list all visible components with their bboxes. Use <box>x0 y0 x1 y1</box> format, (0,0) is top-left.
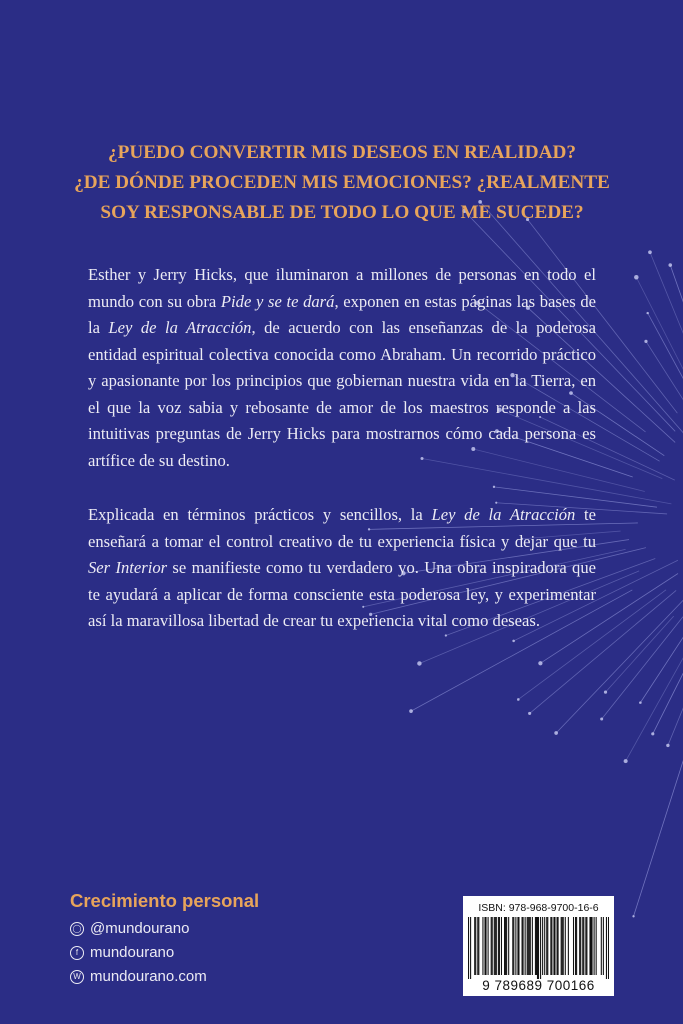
light-ray-dot <box>666 744 669 747</box>
barcode-bar <box>606 917 607 979</box>
barcode-bar <box>583 917 584 975</box>
description-paragraph-2 <box>88 502 596 635</box>
barcode-bar <box>491 917 492 975</box>
light-ray-dot <box>624 759 628 763</box>
category-label: Crecimiento personal <box>70 890 260 911</box>
barcode-bar <box>579 917 580 975</box>
headline-line-2: ¿DE DÓNDE PROCEDEN MIS EMOCIONES? ¿REALMENTE <box>74 172 610 193</box>
barcode-bar <box>498 917 499 975</box>
term-ley-de-la-atraccion-2: Ley de la Atracción <box>431 505 576 524</box>
barcode-bar <box>561 917 562 975</box>
term-ser-interior: Ser Interior <box>88 558 168 577</box>
barcode-bar <box>563 917 564 975</box>
instagram-handle <box>70 920 189 937</box>
headline-line-3: SOY RESPONSABLE DE TODO LO QUE ME SUCEDE? <box>100 202 584 223</box>
barcode-bar <box>512 917 513 975</box>
barcode-bar <box>586 917 587 975</box>
barcode-bar <box>496 917 497 975</box>
paragraph2-text-1: Explicada en términos prácticos y sencillos, la <box>88 505 432 524</box>
instagram-text: @mundourano <box>90 920 190 937</box>
light-ray-dot <box>445 634 447 636</box>
barcode-bar <box>484 917 485 975</box>
barcode-bar <box>544 917 545 975</box>
barcode-bar <box>505 917 506 975</box>
light-ray-dot <box>493 486 495 488</box>
light-ray-dot <box>604 691 607 694</box>
headline-questions <box>62 138 622 228</box>
light-ray <box>648 313 683 406</box>
barcode-bar <box>575 917 576 975</box>
barcode-bar <box>488 917 489 975</box>
barcode-bar <box>542 917 543 975</box>
barcode-bar <box>468 917 469 979</box>
barcode-bar <box>470 917 471 979</box>
isbn-label: ISBN: 978-968-9700-16-6 <box>478 902 599 914</box>
description-paragraph-1 <box>88 262 596 474</box>
barcode-bar <box>592 917 593 975</box>
barcode-bar <box>477 917 478 975</box>
light-ray <box>640 613 683 703</box>
paragraph2-text-2: te enseñará a tomar el control creativo de tu experiencia física y dejar que tu <box>88 505 597 551</box>
paragraph1-text-2: , exponen en estas páginas las bases de la <box>88 291 597 337</box>
light-ray <box>650 252 683 435</box>
barcode-bar <box>474 917 475 975</box>
barcode-bar <box>540 917 541 979</box>
barcode-bar <box>565 917 566 975</box>
barcode-bar <box>582 917 583 975</box>
light-ray-dot <box>538 661 542 665</box>
barcode-bar <box>568 917 569 975</box>
barcode-bar <box>573 917 574 975</box>
barcode-bar <box>522 917 523 975</box>
book-title-pide-y-se-te-dara: Pide y se te dará <box>220 291 335 311</box>
light-ray-dot <box>651 732 654 735</box>
barcode-bar <box>547 917 548 975</box>
barcode-bar <box>558 917 559 975</box>
barcode-bar <box>585 917 586 975</box>
barcode-bar <box>517 917 518 975</box>
barcode-bar <box>594 917 595 975</box>
facebook-icon: f <box>70 946 84 960</box>
light-ray-dot <box>512 640 515 643</box>
barcode-bar <box>495 917 496 975</box>
barcode-bar <box>537 917 538 979</box>
barcode-bar <box>557 917 558 975</box>
barcode-icon <box>468 917 609 979</box>
barcode-bar <box>525 917 526 975</box>
barcode-bar <box>589 917 590 975</box>
paragraph1-text-1: Esther y Jerry Hicks, que iluminaron a millones de personas en todo el mundo con su obra <box>88 265 596 311</box>
light-ray-dot <box>554 731 558 735</box>
barcode-bar <box>529 917 530 975</box>
light-ray-dot <box>417 661 421 665</box>
light-ray-dot <box>632 915 634 917</box>
barcode-bar <box>475 917 476 975</box>
barcode-bar <box>528 917 529 975</box>
barcode-bar <box>506 917 507 975</box>
barcode-bar <box>576 917 577 975</box>
barcode-bar <box>532 917 533 975</box>
barcode-bar <box>485 917 486 975</box>
light-ray <box>653 616 683 734</box>
facebook-handle <box>70 944 174 961</box>
website-text: mundourano.com <box>90 968 207 985</box>
light-ray-dot <box>648 250 652 254</box>
barcode-bar <box>553 917 554 975</box>
light-ray <box>668 656 683 745</box>
barcode-bar <box>535 917 536 975</box>
isbn-barcode-box <box>463 896 614 996</box>
website-link <box>70 968 207 985</box>
light-ray-dot <box>600 717 603 720</box>
paragraph2-text-3: se manifieste como tu verdadero yo. Una obra inspiradora que te ayudará a aplicar de forma consciente esta poderosa ley, y experimentar así la maravillosa libertad de crear tu experiencia vital como deseas. <box>88 558 597 630</box>
light-ray <box>646 341 683 407</box>
barcode-bar <box>518 917 519 975</box>
barcode-bar <box>515 917 516 975</box>
barcode-bar <box>501 917 502 975</box>
barcode-bar <box>562 917 563 975</box>
light-ray-dot <box>517 698 520 701</box>
light-ray-dot <box>646 312 648 314</box>
barcode-bar <box>608 917 609 979</box>
light-ray-dot <box>639 701 642 704</box>
barcode-bar <box>482 917 483 975</box>
barcode-bar <box>478 917 479 975</box>
barcode-bar <box>513 917 514 975</box>
barcode-bar <box>523 917 524 975</box>
barcode-bar <box>527 917 528 975</box>
barcode-bar <box>536 917 537 975</box>
barcode-bar <box>538 917 539 979</box>
headline-line-1: ¿PUEDO CONVERTIR MIS DESEOS EN REALIDAD? <box>108 142 576 163</box>
web-icon: W <box>70 970 84 984</box>
barcode-bar <box>580 917 581 975</box>
barcode-bar <box>508 917 509 975</box>
barcode-bar <box>590 917 591 975</box>
light-ray-dot <box>644 340 647 343</box>
light-ray <box>626 627 683 761</box>
instagram-icon: ◯ <box>70 922 84 936</box>
barcode-bar <box>494 917 495 975</box>
light-ray-dot <box>528 712 531 715</box>
light-ray-dot <box>409 709 413 713</box>
barcode-bar <box>596 917 597 975</box>
barcode-bar <box>499 917 500 975</box>
light-ray-dot <box>668 263 672 267</box>
light-ray <box>634 609 683 917</box>
term-ley-de-la-atraccion: Ley de la Atracción <box>108 318 252 337</box>
light-ray-dot <box>634 275 639 280</box>
facebook-text: mundourano <box>90 944 175 961</box>
barcode-bar <box>601 917 602 975</box>
paragraph1-text-3: , de acuerdo con las enseñanzas de la poderosa entidad espiritual colectiva conocida como Abraham. Un recorrido práctico y apasionante por los principios que gobiernan nuestra vida en la Tierra, en el que la voz sabia y rebosante de amor de los maestros responde a las intuitivas preguntas de Jerry Hicks para mostrarnos cómo cada persona es artífice de su destino. <box>88 318 596 470</box>
barcode-bar <box>603 917 604 975</box>
barcode-bar <box>550 917 551 975</box>
barcode-bar <box>492 917 493 975</box>
isbn-digits: 9 789689 700166 <box>482 978 595 993</box>
barcode-bar <box>530 917 531 975</box>
barcode-bar <box>504 917 505 975</box>
barcode-bar <box>551 917 552 975</box>
light-ray <box>636 277 683 411</box>
barcode-bar <box>546 917 547 975</box>
barcode-bar <box>554 917 555 975</box>
